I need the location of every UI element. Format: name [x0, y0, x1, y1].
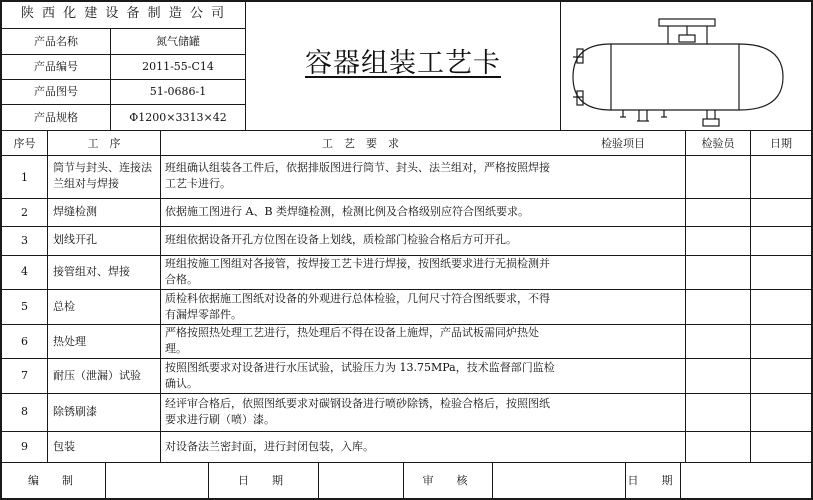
rule-col-inspect — [685, 130, 686, 462]
row-9-process: 包装 — [53, 440, 75, 453]
row-2-number: 2 — [21, 206, 28, 219]
rule-row-8 — [0, 431, 813, 432]
row-6-number: 6 — [21, 335, 28, 348]
info-value-drawing-number: 51-0686-1 — [149, 85, 207, 98]
row-5-requirement: 质检科依据施工图纸对设备的外观进行总体检验，几何尺寸符合图纸要求，不得有漏焊零部件。 — [165, 292, 550, 321]
rule-row-9 — [0, 462, 813, 463]
rule-header-bottom — [0, 130, 813, 131]
row-1-process: 筒节与封头、连接法兰组对与焊接 — [53, 161, 152, 190]
header-process: 工 序 — [87, 137, 121, 150]
row-3-number: 3 — [21, 234, 28, 247]
row-1-number: 1 — [21, 171, 28, 184]
info-value-product-name: 氮气储罐 — [156, 35, 200, 48]
footer-compile-label: 编 制 — [28, 474, 79, 487]
row-2-process: 焊缝检测 — [53, 205, 97, 218]
rule-row-2 — [0, 226, 813, 227]
rule-colheader-bottom — [0, 155, 813, 156]
row-3-process: 划线开孔 — [53, 233, 97, 246]
rule-row-4 — [0, 289, 813, 290]
header-requirement: 工 艺 要 求 — [322, 137, 399, 150]
row-8-requirement: 经评审合格后，依照图纸要求对碳钢设备进行喷砂除锈，检验合格后，按照图纸要求进行刷（喷）漆。 — [165, 397, 550, 426]
info-value-product-number: 2011-55-C14 — [142, 60, 214, 73]
rule-header-3 — [0, 79, 245, 80]
header-inspection-item: 检验项目 — [601, 137, 645, 150]
row-7-requirement: 按照图纸要求对设备进行水压试验，试验压力为 13.75MPa，技术监督部门监检确认。 — [165, 361, 555, 390]
header-date: 日期 — [770, 137, 792, 150]
rule-footer-5 — [492, 462, 493, 500]
row-2-requirement: 依据施工图进行 A、B 类焊缝检测，检测比例及合格级别应符合图纸要求。 — [165, 205, 530, 218]
row-4-process: 接管组对、焊接 — [53, 265, 130, 278]
row-3-requirement: 班组依据设备开孔方位图在设备上划线，质检部门检验合格后方可开孔。 — [165, 233, 517, 246]
info-label-drawing-number: 产品图号 — [34, 85, 78, 98]
rule-row-1 — [0, 198, 813, 199]
row-1-requirement: 班组确认组装各工件后，依据排版图进行筒节、封头、法兰组对，严格按照焊接工艺卡进行。 — [165, 161, 550, 190]
row-4-requirement: 班组按施工图组对各接管，按焊接工艺卡进行焊接，按图纸要求进行无损检测并合格。 — [165, 257, 550, 286]
row-8-number: 8 — [21, 405, 28, 418]
rule-footer-7 — [680, 462, 681, 500]
row-7-number: 7 — [21, 369, 28, 382]
rule-row-7 — [0, 393, 813, 394]
row-7-process: 耐压（泄漏）试验 — [53, 369, 141, 382]
rule-header-2 — [0, 54, 245, 55]
row-9-number: 9 — [21, 440, 28, 453]
rule-header-4 — [0, 104, 245, 105]
row-4-number: 4 — [21, 265, 28, 278]
row-6-requirement: 严格按照热处理工艺进行，热处理后不得在设备上施焊，产品试板需同炉热处理。 — [165, 326, 539, 355]
footer-date2-label: 日 期 — [627, 474, 679, 487]
rule-col-process — [160, 130, 161, 462]
border-left — [0, 0, 2, 500]
pressure-vessel-drawing-icon — [561, 1, 811, 130]
header-seq: 序号 — [13, 137, 36, 150]
rule-footer-1 — [105, 462, 106, 500]
row-5-process: 总检 — [53, 300, 75, 313]
rule-header-1 — [0, 28, 245, 29]
info-label-product-name: 产品名称 — [34, 35, 78, 48]
row-5-number: 5 — [21, 300, 28, 313]
header-inspector: 检验员 — [701, 137, 735, 150]
rule-col-seq — [47, 130, 48, 462]
row-9-requirement: 对设备法兰密封面，进行封闭包装，入库。 — [165, 440, 374, 453]
page-title: 容器组装工艺卡 — [305, 48, 501, 79]
rule-col-inspector — [750, 130, 751, 462]
info-label-spec: 产品规格 — [34, 111, 78, 124]
company-name: 陕 西 化 建 设 备 制 造 公 司 — [20, 6, 227, 21]
info-label-product-number: 产品编号 — [34, 60, 78, 73]
rule-footer-3 — [318, 462, 319, 500]
footer-date1-label: 日 期 — [238, 474, 289, 487]
footer-review-label: 审 核 — [422, 474, 474, 487]
row-6-process: 热处理 — [53, 335, 86, 348]
rule-row-6 — [0, 358, 813, 359]
row-8-process: 除锈刷漆 — [53, 405, 97, 418]
info-value-spec: Φ1200×3313×42 — [129, 111, 227, 124]
